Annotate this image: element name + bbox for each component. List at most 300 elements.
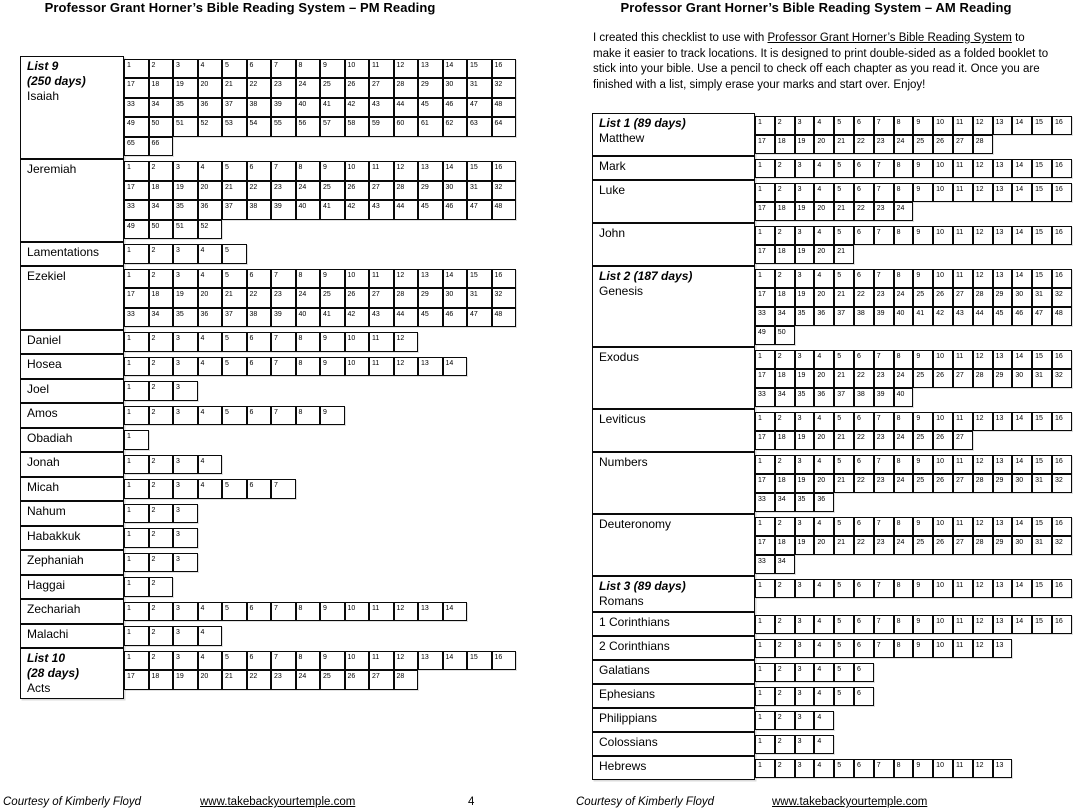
chapter-checkbox[interactable]: 5 (834, 269, 854, 288)
chapter-checkbox[interactable]: 11 (369, 602, 394, 622)
chapter-checkbox[interactable]: 2 (775, 735, 795, 754)
chapter-checkbox[interactable]: 11 (369, 269, 394, 289)
chapter-checkbox[interactable]: 51 (173, 117, 198, 137)
chapter-checkbox[interactable]: 60 (394, 117, 419, 137)
intro-system-link[interactable]: Professor Grant Horner’s Bible Reading System (767, 32, 1012, 44)
chapter-checkbox[interactable]: 16 (1052, 183, 1072, 202)
chapter-checkbox[interactable]: 22 (247, 288, 272, 308)
chapter-checkbox[interactable]: 11 (953, 269, 973, 288)
chapter-checkbox[interactable]: 12 (394, 59, 419, 79)
chapter-checkbox[interactable]: 25 (913, 474, 933, 493)
chapter-checkbox[interactable]: 9 (913, 183, 933, 202)
chapter-checkbox[interactable]: 22 (854, 369, 874, 388)
chapter-checkbox[interactable]: 3 (795, 759, 815, 778)
chapter-checkbox[interactable]: 12 (973, 579, 993, 598)
chapter-checkbox[interactable]: 28 (973, 288, 993, 307)
chapter-checkbox[interactable]: 16 (1052, 579, 1072, 598)
chapter-checkbox[interactable]: 1 (755, 639, 775, 658)
chapter-checkbox[interactable]: 34 (149, 200, 174, 220)
chapter-checkbox[interactable]: 10 (345, 357, 370, 377)
chapter-checkbox[interactable]: 8 (296, 161, 321, 181)
chapter-checkbox[interactable]: 8 (894, 639, 914, 658)
chapter-checkbox[interactable]: 22 (247, 670, 272, 690)
chapter-checkbox[interactable]: 26 (933, 536, 953, 555)
chapter-checkbox[interactable]: 5 (834, 663, 854, 682)
chapter-checkbox[interactable]: 27 (369, 78, 394, 98)
chapter-checkbox[interactable]: 9 (913, 159, 933, 178)
chapter-checkbox[interactable]: 2 (149, 357, 174, 377)
chapter-checkbox[interactable]: 21 (834, 135, 854, 154)
chapter-checkbox[interactable]: 27 (369, 670, 394, 690)
chapter-checkbox[interactable]: 16 (492, 59, 517, 79)
chapter-checkbox[interactable]: 6 (854, 615, 874, 634)
chapter-checkbox[interactable]: 20 (814, 288, 834, 307)
chapter-checkbox[interactable]: 1 (124, 332, 149, 352)
chapter-checkbox[interactable]: 11 (953, 412, 973, 431)
chapter-checkbox[interactable]: 26 (345, 670, 370, 690)
chapter-checkbox[interactable]: 1 (755, 517, 775, 536)
chapter-checkbox[interactable]: 18 (149, 670, 174, 690)
chapter-checkbox[interactable]: 2 (775, 350, 795, 369)
chapter-checkbox[interactable]: 10 (933, 517, 953, 536)
chapter-checkbox[interactable]: 40 (894, 307, 914, 326)
chapter-checkbox[interactable]: 4 (198, 455, 223, 475)
chapter-checkbox[interactable]: 15 (1032, 579, 1052, 598)
chapter-checkbox[interactable]: 43 (369, 98, 394, 118)
chapter-checkbox[interactable]: 35 (795, 388, 815, 407)
chapter-checkbox[interactable]: 36 (814, 307, 834, 326)
chapter-checkbox[interactable]: 1 (755, 455, 775, 474)
chapter-checkbox[interactable]: 11 (953, 639, 973, 658)
chapter-checkbox[interactable]: 18 (775, 202, 795, 221)
chapter-checkbox[interactable]: 10 (933, 615, 953, 634)
chapter-checkbox[interactable]: 14 (443, 602, 468, 622)
chapter-checkbox[interactable]: 10 (933, 159, 953, 178)
chapter-checkbox[interactable]: 16 (492, 651, 517, 671)
chapter-checkbox[interactable]: 31 (1032, 474, 1052, 493)
chapter-checkbox[interactable]: 14 (1012, 226, 1032, 245)
chapter-checkbox[interactable]: 16 (1052, 159, 1072, 178)
chapter-checkbox[interactable]: 47 (467, 98, 492, 118)
chapter-checkbox[interactable]: 6 (247, 269, 272, 289)
chapter-checkbox[interactable]: 12 (973, 412, 993, 431)
chapter-checkbox[interactable]: 8 (296, 357, 321, 377)
chapter-checkbox[interactable]: 25 (913, 135, 933, 154)
chapter-checkbox[interactable]: 24 (894, 135, 914, 154)
chapter-checkbox[interactable]: 1 (124, 528, 149, 548)
chapter-checkbox[interactable]: 52 (198, 117, 223, 137)
chapter-checkbox[interactable]: 43 (953, 307, 973, 326)
chapter-checkbox[interactable]: 31 (467, 78, 492, 98)
chapter-checkbox[interactable]: 10 (933, 350, 953, 369)
chapter-checkbox[interactable]: 17 (755, 202, 775, 221)
chapter-checkbox[interactable]: 13 (993, 350, 1013, 369)
chapter-checkbox[interactable]: 5 (222, 269, 247, 289)
chapter-checkbox[interactable]: 3 (173, 161, 198, 181)
chapter-checkbox[interactable]: 50 (149, 117, 174, 137)
chapter-checkbox[interactable]: 1 (124, 455, 149, 475)
chapter-checkbox[interactable]: 42 (345, 98, 370, 118)
chapter-checkbox[interactable]: 3 (173, 651, 198, 671)
chapter-checkbox[interactable]: 7 (271, 269, 296, 289)
chapter-checkbox[interactable]: 3 (173, 455, 198, 475)
chapter-checkbox[interactable]: 41 (913, 307, 933, 326)
chapter-checkbox[interactable]: 34 (775, 307, 795, 326)
chapter-checkbox[interactable]: 31 (1032, 369, 1052, 388)
chapter-checkbox[interactable]: 46 (443, 200, 468, 220)
chapter-checkbox[interactable]: 6 (247, 59, 272, 79)
chapter-checkbox[interactable]: 40 (296, 308, 321, 328)
chapter-checkbox[interactable]: 50 (149, 220, 174, 240)
chapter-checkbox[interactable]: 9 (320, 602, 345, 622)
chapter-checkbox[interactable]: 32 (1052, 288, 1072, 307)
chapter-checkbox[interactable]: 9 (320, 357, 345, 377)
chapter-checkbox[interactable]: 15 (1032, 116, 1052, 135)
chapter-checkbox[interactable]: 4 (198, 357, 223, 377)
chapter-checkbox[interactable]: 11 (953, 517, 973, 536)
chapter-checkbox[interactable]: 1 (124, 479, 149, 499)
chapter-checkbox[interactable]: 28 (973, 369, 993, 388)
chapter-checkbox[interactable]: 8 (296, 59, 321, 79)
chapter-checkbox[interactable]: 2 (775, 615, 795, 634)
chapter-checkbox[interactable]: 20 (814, 135, 834, 154)
chapter-checkbox[interactable]: 23 (874, 288, 894, 307)
chapter-checkbox[interactable]: 32 (1052, 536, 1072, 555)
chapter-checkbox[interactable]: 17 (124, 181, 149, 201)
chapter-checkbox[interactable]: 5 (222, 357, 247, 377)
chapter-checkbox[interactable]: 11 (369, 651, 394, 671)
chapter-checkbox[interactable]: 10 (345, 602, 370, 622)
chapter-checkbox[interactable]: 14 (1012, 615, 1032, 634)
chapter-checkbox[interactable]: 27 (953, 536, 973, 555)
pm-footer-url-link[interactable]: www.takebackyourtemple.com (200, 796, 356, 808)
chapter-checkbox[interactable]: 23 (271, 670, 296, 690)
chapter-checkbox[interactable]: 1 (124, 553, 149, 573)
chapter-checkbox[interactable]: 65 (124, 137, 149, 157)
chapter-checkbox[interactable]: 14 (1012, 183, 1032, 202)
chapter-checkbox[interactable]: 18 (149, 288, 174, 308)
chapter-checkbox[interactable]: 23 (874, 369, 894, 388)
chapter-checkbox[interactable]: 31 (1032, 288, 1052, 307)
chapter-checkbox[interactable]: 2 (149, 244, 174, 264)
chapter-checkbox[interactable]: 56 (296, 117, 321, 137)
chapter-checkbox[interactable]: 5 (834, 183, 854, 202)
chapter-checkbox[interactable]: 17 (755, 474, 775, 493)
chapter-checkbox[interactable]: 25 (913, 288, 933, 307)
chapter-checkbox[interactable]: 18 (775, 135, 795, 154)
chapter-checkbox[interactable]: 2 (149, 381, 174, 401)
chapter-checkbox[interactable]: 20 (198, 670, 223, 690)
chapter-checkbox[interactable]: 3 (173, 479, 198, 499)
chapter-checkbox[interactable]: 10 (933, 455, 953, 474)
chapter-checkbox[interactable]: 3 (795, 711, 815, 730)
chapter-checkbox[interactable]: 4 (198, 479, 223, 499)
chapter-checkbox[interactable]: 5 (834, 455, 854, 474)
chapter-checkbox[interactable]: 9 (320, 269, 345, 289)
chapter-checkbox[interactable]: 1 (124, 651, 149, 671)
chapter-checkbox[interactable]: 40 (894, 388, 914, 407)
chapter-checkbox[interactable]: 15 (467, 651, 492, 671)
chapter-checkbox[interactable]: 2 (149, 602, 174, 622)
chapter-checkbox[interactable]: 3 (173, 626, 198, 646)
chapter-checkbox[interactable]: 8 (894, 226, 914, 245)
chapter-checkbox[interactable]: 3 (795, 226, 815, 245)
chapter-checkbox[interactable]: 26 (933, 474, 953, 493)
chapter-checkbox[interactable]: 20 (814, 245, 834, 264)
chapter-checkbox[interactable]: 2 (149, 626, 174, 646)
chapter-checkbox[interactable]: 3 (795, 517, 815, 536)
chapter-checkbox[interactable]: 11 (369, 332, 394, 352)
chapter-checkbox[interactable]: 2 (149, 504, 174, 524)
chapter-checkbox[interactable]: 18 (149, 78, 174, 98)
chapter-checkbox[interactable]: 8 (894, 579, 914, 598)
chapter-checkbox[interactable]: 25 (320, 181, 345, 201)
chapter-checkbox[interactable]: 18 (775, 369, 795, 388)
chapter-checkbox[interactable]: 48 (1052, 307, 1072, 326)
chapter-checkbox[interactable]: 19 (795, 288, 815, 307)
chapter-checkbox[interactable]: 24 (296, 288, 321, 308)
chapter-checkbox[interactable]: 45 (418, 308, 443, 328)
am-footer-url-link[interactable]: www.takebackyourtemple.com (772, 796, 928, 808)
chapter-checkbox[interactable]: 19 (795, 474, 815, 493)
chapter-checkbox[interactable]: 37 (222, 98, 247, 118)
chapter-checkbox[interactable]: 21 (834, 431, 854, 450)
chapter-checkbox[interactable]: 33 (755, 307, 775, 326)
chapter-checkbox[interactable]: 13 (418, 357, 443, 377)
chapter-checkbox[interactable]: 2 (149, 528, 174, 548)
chapter-checkbox[interactable]: 1 (124, 357, 149, 377)
chapter-checkbox[interactable]: 16 (1052, 116, 1072, 135)
chapter-checkbox[interactable]: 45 (993, 307, 1013, 326)
chapter-checkbox[interactable]: 9 (913, 116, 933, 135)
chapter-checkbox[interactable]: 14 (1012, 159, 1032, 178)
chapter-checkbox[interactable]: 12 (394, 269, 419, 289)
chapter-checkbox[interactable]: 26 (345, 181, 370, 201)
chapter-checkbox[interactable]: 5 (222, 602, 247, 622)
chapter-checkbox[interactable]: 22 (854, 135, 874, 154)
chapter-checkbox[interactable]: 55 (271, 117, 296, 137)
chapter-checkbox[interactable]: 15 (467, 269, 492, 289)
chapter-checkbox[interactable]: 4 (198, 161, 223, 181)
chapter-checkbox[interactable]: 49 (755, 326, 775, 345)
chapter-checkbox[interactable]: 44 (394, 200, 419, 220)
chapter-checkbox[interactable]: 10 (933, 183, 953, 202)
chapter-checkbox[interactable]: 11 (369, 161, 394, 181)
chapter-checkbox[interactable]: 28 (394, 288, 419, 308)
chapter-checkbox[interactable]: 27 (953, 431, 973, 450)
chapter-checkbox[interactable]: 26 (933, 288, 953, 307)
chapter-checkbox[interactable]: 2 (149, 553, 174, 573)
chapter-checkbox[interactable]: 17 (124, 288, 149, 308)
chapter-checkbox[interactable]: 12 (973, 455, 993, 474)
chapter-checkbox[interactable]: 5 (834, 517, 854, 536)
chapter-checkbox[interactable]: 2 (775, 412, 795, 431)
chapter-checkbox[interactable]: 24 (894, 474, 914, 493)
chapter-checkbox[interactable]: 19 (795, 245, 815, 264)
chapter-checkbox[interactable]: 14 (443, 269, 468, 289)
chapter-checkbox[interactable]: 43 (369, 200, 394, 220)
chapter-checkbox[interactable]: 29 (418, 78, 443, 98)
chapter-checkbox[interactable]: 16 (1052, 517, 1072, 536)
chapter-checkbox[interactable]: 25 (320, 78, 345, 98)
chapter-checkbox[interactable]: 7 (874, 159, 894, 178)
chapter-checkbox[interactable]: 9 (913, 350, 933, 369)
chapter-checkbox[interactable]: 13 (993, 183, 1013, 202)
chapter-checkbox[interactable]: 3 (795, 615, 815, 634)
chapter-checkbox[interactable]: 14 (443, 59, 468, 79)
chapter-checkbox[interactable]: 45 (418, 200, 443, 220)
chapter-checkbox[interactable]: 36 (198, 308, 223, 328)
chapter-checkbox[interactable]: 25 (913, 431, 933, 450)
chapter-checkbox[interactable]: 22 (854, 202, 874, 221)
chapter-checkbox[interactable]: 5 (222, 406, 247, 426)
chapter-checkbox[interactable]: 4 (198, 602, 223, 622)
chapter-checkbox[interactable]: 21 (222, 288, 247, 308)
chapter-checkbox[interactable]: 46 (443, 308, 468, 328)
chapter-checkbox[interactable]: 31 (1032, 536, 1052, 555)
chapter-checkbox[interactable]: 6 (247, 406, 272, 426)
chapter-checkbox[interactable]: 2 (775, 226, 795, 245)
chapter-checkbox[interactable]: 12 (973, 226, 993, 245)
chapter-checkbox[interactable]: 13 (993, 226, 1013, 245)
chapter-checkbox[interactable]: 12 (973, 615, 993, 634)
chapter-checkbox[interactable]: 12 (973, 269, 993, 288)
chapter-checkbox[interactable]: 5 (222, 479, 247, 499)
chapter-checkbox[interactable]: 22 (854, 288, 874, 307)
chapter-checkbox[interactable]: 1 (124, 602, 149, 622)
chapter-checkbox[interactable]: 30 (1012, 288, 1032, 307)
chapter-checkbox[interactable]: 12 (973, 759, 993, 778)
chapter-checkbox[interactable]: 31 (467, 288, 492, 308)
chapter-checkbox[interactable]: 3 (173, 504, 198, 524)
chapter-checkbox[interactable]: 23 (874, 431, 894, 450)
chapter-checkbox[interactable]: 23 (271, 181, 296, 201)
chapter-checkbox[interactable]: 21 (222, 670, 247, 690)
chapter-checkbox[interactable]: 21 (834, 474, 854, 493)
chapter-checkbox[interactable]: 4 (198, 626, 223, 646)
chapter-checkbox[interactable]: 26 (345, 78, 370, 98)
chapter-checkbox[interactable]: 6 (854, 159, 874, 178)
chapter-checkbox[interactable]: 9 (320, 406, 345, 426)
chapter-checkbox[interactable]: 34 (775, 493, 795, 512)
chapter-checkbox[interactable]: 25 (320, 288, 345, 308)
chapter-checkbox[interactable]: 9 (320, 332, 345, 352)
chapter-checkbox[interactable]: 21 (834, 202, 854, 221)
chapter-checkbox[interactable]: 39 (271, 98, 296, 118)
chapter-checkbox[interactable]: 4 (814, 455, 834, 474)
chapter-checkbox[interactable]: 1 (124, 244, 149, 264)
chapter-checkbox[interactable]: 48 (492, 308, 517, 328)
chapter-checkbox[interactable]: 1 (124, 269, 149, 289)
chapter-checkbox[interactable]: 8 (894, 759, 914, 778)
chapter-checkbox[interactable]: 7 (271, 161, 296, 181)
chapter-checkbox[interactable]: 3 (795, 350, 815, 369)
chapter-checkbox[interactable]: 4 (814, 639, 834, 658)
chapter-checkbox[interactable]: 7 (874, 759, 894, 778)
chapter-checkbox[interactable]: 16 (1052, 269, 1072, 288)
chapter-checkbox[interactable]: 32 (1052, 474, 1072, 493)
chapter-checkbox[interactable]: 44 (973, 307, 993, 326)
chapter-checkbox[interactable]: 9 (913, 639, 933, 658)
chapter-checkbox[interactable]: 44 (394, 308, 419, 328)
chapter-checkbox[interactable]: 1 (755, 183, 775, 202)
chapter-checkbox[interactable]: 8 (894, 183, 914, 202)
chapter-checkbox[interactable]: 13 (418, 269, 443, 289)
chapter-checkbox[interactable]: 4 (814, 579, 834, 598)
chapter-checkbox[interactable]: 17 (124, 78, 149, 98)
chapter-checkbox[interactable]: 5 (834, 226, 854, 245)
chapter-checkbox[interactable]: 2 (149, 406, 174, 426)
chapter-checkbox[interactable]: 23 (874, 474, 894, 493)
chapter-checkbox[interactable]: 22 (247, 78, 272, 98)
chapter-checkbox[interactable]: 18 (775, 474, 795, 493)
chapter-checkbox[interactable]: 40 (296, 98, 321, 118)
chapter-checkbox[interactable]: 21 (222, 78, 247, 98)
chapter-checkbox[interactable]: 4 (814, 711, 834, 730)
chapter-checkbox[interactable]: 8 (894, 116, 914, 135)
chapter-checkbox[interactable]: 19 (173, 670, 198, 690)
chapter-checkbox[interactable]: 24 (296, 78, 321, 98)
chapter-checkbox[interactable]: 40 (296, 200, 321, 220)
chapter-checkbox[interactable]: 8 (894, 350, 914, 369)
chapter-checkbox[interactable]: 11 (369, 59, 394, 79)
chapter-checkbox[interactable]: 1 (755, 226, 775, 245)
chapter-checkbox[interactable]: 28 (394, 670, 419, 690)
chapter-checkbox[interactable]: 43 (369, 308, 394, 328)
chapter-checkbox[interactable]: 10 (933, 116, 953, 135)
chapter-checkbox[interactable]: 19 (173, 181, 198, 201)
chapter-checkbox[interactable]: 6 (247, 332, 272, 352)
chapter-checkbox[interactable]: 3 (173, 602, 198, 622)
chapter-checkbox[interactable]: 2 (775, 455, 795, 474)
chapter-checkbox[interactable]: 7 (874, 412, 894, 431)
chapter-checkbox[interactable]: 39 (874, 307, 894, 326)
chapter-checkbox[interactable]: 27 (953, 135, 973, 154)
chapter-checkbox[interactable]: 27 (369, 181, 394, 201)
chapter-checkbox[interactable]: 9 (913, 759, 933, 778)
chapter-checkbox[interactable]: 6 (247, 651, 272, 671)
chapter-checkbox[interactable]: 23 (874, 135, 894, 154)
chapter-checkbox[interactable]: 18 (775, 288, 795, 307)
chapter-checkbox[interactable]: 27 (953, 474, 973, 493)
chapter-checkbox[interactable]: 1 (755, 687, 775, 706)
chapter-checkbox[interactable]: 6 (247, 357, 272, 377)
chapter-checkbox[interactable]: 3 (173, 59, 198, 79)
chapter-checkbox[interactable]: 3 (173, 528, 198, 548)
chapter-checkbox[interactable]: 6 (854, 687, 874, 706)
chapter-checkbox[interactable]: 20 (814, 431, 834, 450)
chapter-checkbox[interactable]: 7 (874, 269, 894, 288)
chapter-checkbox[interactable]: 12 (973, 183, 993, 202)
chapter-checkbox[interactable]: 24 (894, 288, 914, 307)
chapter-checkbox[interactable]: 8 (894, 159, 914, 178)
chapter-checkbox[interactable]: 47 (467, 200, 492, 220)
chapter-checkbox[interactable]: 14 (1012, 350, 1032, 369)
chapter-checkbox[interactable]: 3 (795, 735, 815, 754)
chapter-checkbox[interactable]: 32 (1052, 369, 1072, 388)
chapter-checkbox[interactable]: 18 (775, 245, 795, 264)
chapter-checkbox[interactable]: 2 (149, 161, 174, 181)
chapter-checkbox[interactable]: 48 (492, 98, 517, 118)
chapter-checkbox[interactable]: 35 (173, 98, 198, 118)
chapter-checkbox[interactable]: 7 (271, 479, 296, 499)
chapter-checkbox[interactable]: 19 (795, 431, 815, 450)
chapter-checkbox[interactable]: 4 (814, 735, 834, 754)
chapter-checkbox[interactable]: 58 (345, 117, 370, 137)
chapter-checkbox[interactable]: 6 (854, 759, 874, 778)
chapter-checkbox[interactable]: 1 (755, 615, 775, 634)
chapter-checkbox[interactable]: 27 (953, 369, 973, 388)
